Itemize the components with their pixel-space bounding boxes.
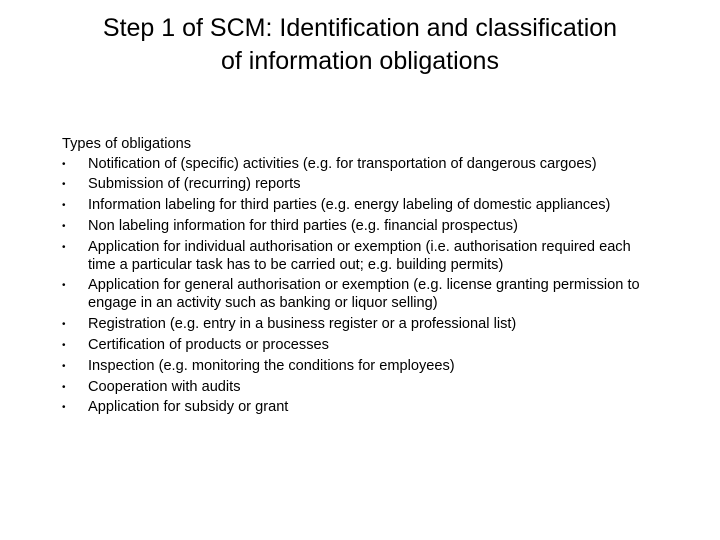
list-item-text: Notification of (specific) activities (e.g. for transportation of dangerous cargoes) bbox=[88, 155, 597, 172]
list-item bbox=[62, 379, 662, 397]
list-item-text: Cooperation with audits bbox=[88, 378, 241, 395]
list-item bbox=[62, 218, 662, 236]
list-item-text: Application for general authorisation or exemption (e.g. license granting permission to engage in an activity such as banking or liquor selling) bbox=[88, 277, 640, 311]
slide-title-line-1: Step 1 of SCM: Identification and classification bbox=[102, 14, 618, 42]
bullet-icon: • bbox=[62, 200, 66, 212]
slide-title-line-2: of information obligations bbox=[221, 47, 499, 75]
list-item-text: Registration (e.g. entry in a business register or a professional list) bbox=[88, 315, 517, 332]
obligations-heading: Types of obligations bbox=[62, 136, 191, 152]
list-item-text: Inspection (e.g. monitoring the conditions for employees) bbox=[88, 357, 455, 374]
bullet-icon: • bbox=[62, 381, 66, 393]
list-item-text: Non labeling information for third parties (e.g. financial prospectus) bbox=[88, 218, 518, 235]
list-item bbox=[62, 176, 662, 194]
list-item-text: Information labeling for third parties (e.g. energy labeling of domestic appliances) bbox=[88, 197, 611, 214]
list-item bbox=[62, 239, 662, 274]
obligations-list bbox=[62, 156, 662, 417]
bullet-icon: • bbox=[62, 179, 66, 191]
list-item bbox=[62, 337, 662, 355]
bullet-icon: • bbox=[62, 402, 66, 414]
slide-title bbox=[20, 12, 700, 78]
list-item-text: Certification of products or processes bbox=[88, 336, 329, 353]
bullet-icon: • bbox=[62, 280, 66, 292]
bullet-icon: • bbox=[62, 242, 66, 254]
list-item bbox=[62, 156, 662, 174]
list-item bbox=[62, 316, 662, 334]
bullet-icon: • bbox=[62, 318, 66, 330]
list-item-text: Application for subsidy or grant bbox=[88, 399, 289, 416]
list-item-text: Submission of (recurring) reports bbox=[88, 176, 301, 193]
list-item bbox=[62, 358, 662, 376]
bullet-icon: • bbox=[62, 221, 66, 233]
list-item bbox=[62, 399, 662, 417]
bullet-icon: • bbox=[62, 360, 66, 372]
bullet-icon: • bbox=[62, 158, 66, 170]
list-item bbox=[62, 277, 662, 312]
slide-body bbox=[62, 136, 662, 420]
list-item-text: Application for individual authorisation or exemption (i.e. authorisation required each time a particular task has to be carried out; e.g. building permits) bbox=[88, 239, 631, 273]
bullet-icon: • bbox=[62, 339, 66, 351]
list-item bbox=[62, 197, 662, 215]
